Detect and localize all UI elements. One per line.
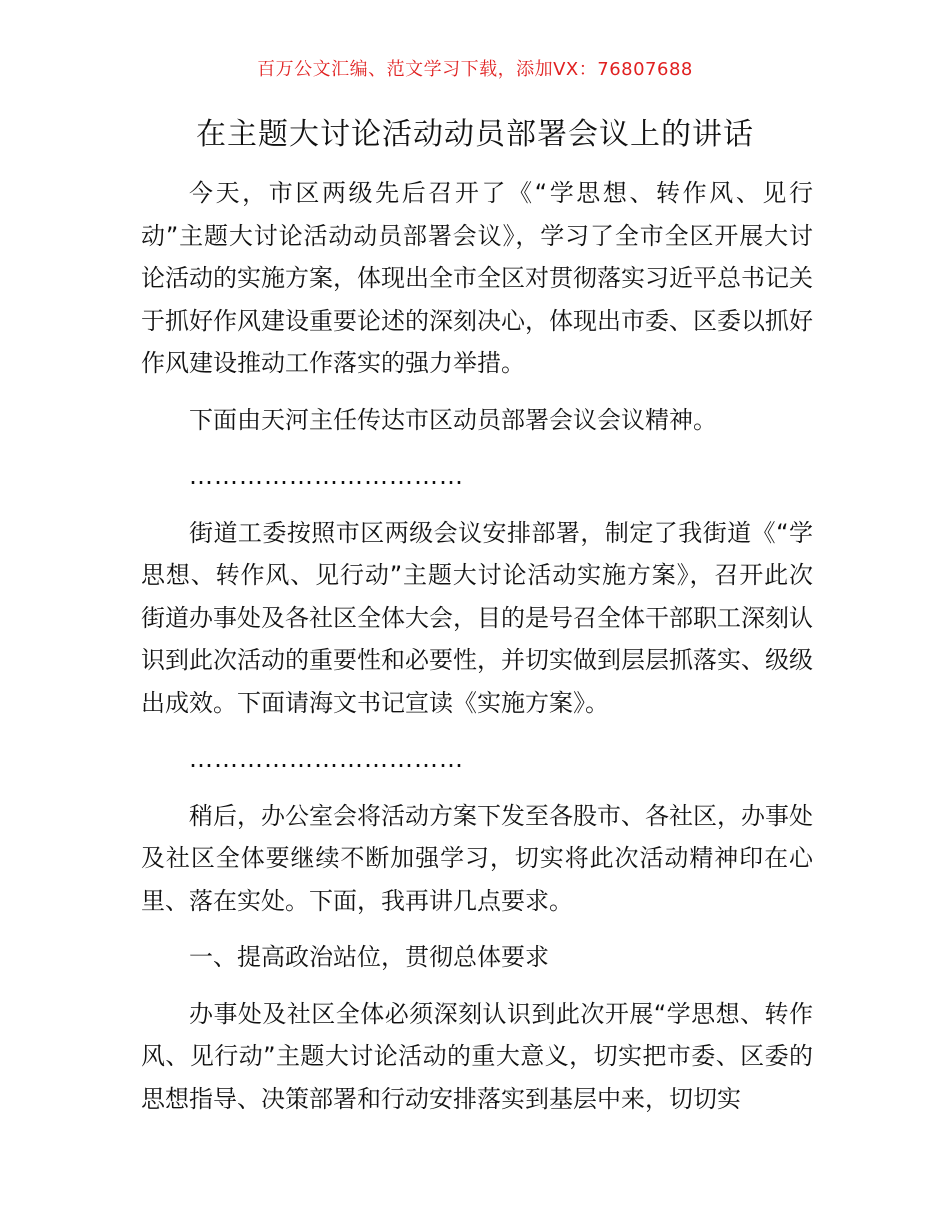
paragraph-ellipsis: …………………………… (189, 745, 464, 773)
paragraph-intro: 今天，市区两级先后召开了《“学思想、转作风、见行动”主题大讨论活动动员部署会议》，学习了全市全区开展大讨论活动的实施方案，体现出全市全区对贯彻落实习近平总书记关于抓好作风建设重要论述的深刻决心，体现出市委、区委以抓好作风建设推动工作落实的强力举措。 (141, 179, 813, 377)
document-title: 在主题大讨论活动动员部署会议上的讲话 (196, 117, 754, 152)
section-heading: 一、提高政治站位，贯彻总体要求 (189, 943, 549, 971)
header-note: 百万公文汇编、范文学习下载，添加VX：76807688 (257, 59, 693, 80)
paragraph-ellipsis: …………………………… (189, 462, 464, 490)
paragraph-work-committee: 街道工委按照市区两级会议安排部署，制定了我街道《“学思想、转作风、见行动”主题大讨论活动实施方案》，召开此次街道办事处及各社区全体大会，目的是号召全体干部职工深刻认识到此次活动的重要性和必要性，并切实做到层层抓落实、级级出成效。下面请海文书记宣读《实施方案》。 (141, 518, 813, 717)
paragraph-transmit: 下面由天河主任传达市区动员部署会议会议精神。 (189, 405, 717, 434)
document-body (141, 172, 813, 1134)
paragraph-section-body: 办事处及社区全体必须深刻认识到此次开展“学思想、转作风、见行动”主题大讨论活动的重大意义，切实把市委、区委的思想指导、决策部署和行动安排落实到基层中来，切切实 (141, 999, 813, 1113)
paragraph-later: 稍后，办公室会将活动方案下发至各股市、各社区，办事处及社区全体要继续不断加强学习，切实将此次活动精神印在心里、落在实处。下面，我再讲几点要求。 (141, 801, 813, 915)
